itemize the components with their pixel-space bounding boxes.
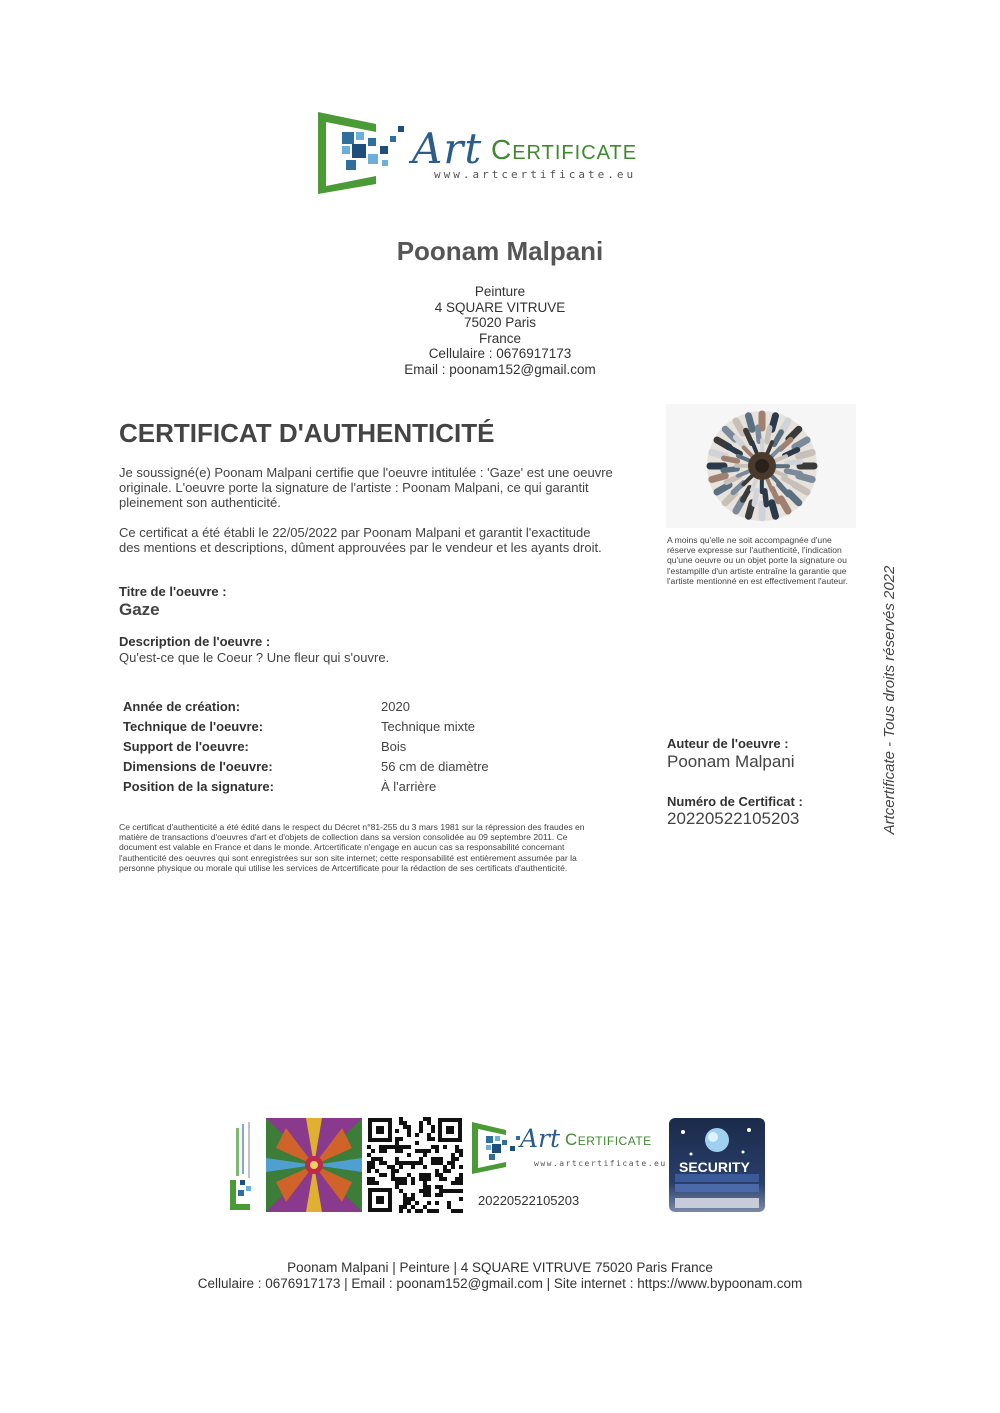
certificate-number-value: 20220522105203	[667, 809, 800, 828]
qr-code-icon	[366, 1116, 464, 1214]
certificate-title: CERTIFICAT D'AUTHENTICITÉ	[119, 418, 495, 448]
legal-notice: Ce certificat d'authenticité a été édité dans le respect du Décret n°81-255 du 3 mars 1981 sur la répression des fraudes en matière de transactions d'oeuvres d'art et d'objets de collection dans sa version consolidée au 09 septembre 2011. Ce document est valable en France et dans le monde. Artcertificate n'engage en aucun cas sa responsabilité concernant l'authenticité des oeuvres qui sont enregistrées sur son site internet; cette responsabilité est entièrement assumée par la personne physique ou morale qui utilise les services de Artcertificate pour la rédaction de ses certificats d'authenticité.	[119, 822, 585, 873]
spec-label: Année de création:	[123, 698, 241, 714]
table-row	[119, 696, 599, 716]
artwork-image	[666, 404, 856, 528]
security-hologram-icon	[669, 1118, 765, 1212]
logo-url: www.artcertificate.eu	[434, 168, 637, 181]
artwork-flower-icon	[666, 404, 856, 528]
artwork-pattern-thumbnail	[266, 1118, 362, 1212]
spec-label: Support de l'oeuvre:	[123, 738, 249, 754]
artwork-title-value: Gaze	[119, 600, 160, 619]
security-seal	[669, 1118, 765, 1212]
copyright-vertical-text: Artcertificate - Tous droits réservés 2022	[881, 565, 898, 835]
strip-artcertificate-logo	[470, 1118, 665, 1178]
spec-value: Technique mixte	[381, 718, 475, 734]
vertical-logo-icon	[228, 1118, 260, 1212]
artist-contact-block	[0, 284, 1000, 377]
table-row	[119, 736, 599, 756]
spec-label: Technique de l'oeuvre:	[123, 718, 264, 734]
artist-line: Email : poonam152@gmail.com	[404, 361, 596, 377]
table-row	[119, 716, 599, 736]
certificate-paragraph: Ce certificat a été établi le 22/05/2022 par Poonam Malpani et garantit l'exactitude des mentions et descriptions, dûment approuvées par le vendeur et les ayants droit.	[119, 525, 602, 555]
author-value: Poonam Malpani	[667, 752, 795, 771]
artist-line: 75020 Paris	[463, 315, 537, 330]
vertical-logo-badge	[228, 1118, 260, 1212]
strip-certificate-number: 20220522105203	[478, 1193, 580, 1208]
strip-logo-url: www.artcertificate.eu	[534, 1159, 667, 1168]
artist-line: France	[478, 330, 522, 346]
artist-name: Poonam Malpani	[396, 236, 604, 266]
artwork-specs-table	[119, 696, 599, 796]
spec-value: À l'arrière	[381, 778, 437, 794]
kaleidoscope-pattern-icon	[266, 1118, 362, 1212]
seal-text: SECURITY	[679, 1159, 750, 1175]
artwork-description-value: Qu'est-ce que le Coeur ? Une fleur qui s'ouvre.	[119, 650, 390, 665]
artcertificate-logo	[316, 110, 661, 198]
artist-line: Peinture	[474, 284, 526, 299]
certificate-paragraph: Je soussigné(e) Poonam Malpani certifie que l'oeuvre intitulée : 'Gaze' est une oeuvre originale. L'oeuvre porte la signature de l'artiste : Poonam Malpani, ce qui garantit pleinement son authenticité.	[119, 465, 613, 510]
author-label: Auteur de l'oeuvre :	[667, 736, 789, 751]
footer-line: Poonam Malpani | Peinture | 4 SQUARE VITRUVE 75020 Paris France	[287, 1260, 713, 1275]
table-row	[119, 756, 599, 776]
certificate-number-label: Numéro de Certificat :	[667, 794, 803, 809]
spec-value: Bois	[381, 738, 407, 754]
artwork-description-label: Description de l'oeuvre :	[119, 634, 271, 649]
logo-art-text: Art	[412, 124, 483, 173]
spec-value: 2020	[381, 698, 410, 714]
authenticity-note: A moins qu'elle ne soit accompagnée d'une réserve expresse sur l'authenticité, l'indication qu'une oeuvre ou un objet porte la signature ou l'estampille d'un artiste entraîne la garantie que l'artiste mentionné en est effectivement l'auteur.	[667, 535, 848, 586]
artist-line: Cellulaire : 0676917173	[428, 346, 572, 361]
strip-logo-certificate-text: Certificate	[565, 1130, 652, 1149]
artist-line: 4 SQUARE VITRUVE	[434, 299, 566, 315]
spec-value: 56 cm de diamètre	[381, 758, 489, 774]
artwork-title-label: Titre de l'oeuvre :	[119, 584, 227, 599]
table-row	[119, 776, 599, 796]
strip-logo-art-text: Art	[520, 1124, 561, 1153]
qr-code[interactable]	[366, 1116, 464, 1214]
spec-label: Position de la signature:	[123, 778, 274, 794]
footer-line: Cellulaire : 0676917173 | Email : poonam152@gmail.com | Site internet : https://www.bypoonam.com	[197, 1276, 803, 1291]
logo-certificate-text: Certificate	[491, 134, 638, 165]
spec-label: Dimensions de l'oeuvre:	[123, 758, 273, 774]
